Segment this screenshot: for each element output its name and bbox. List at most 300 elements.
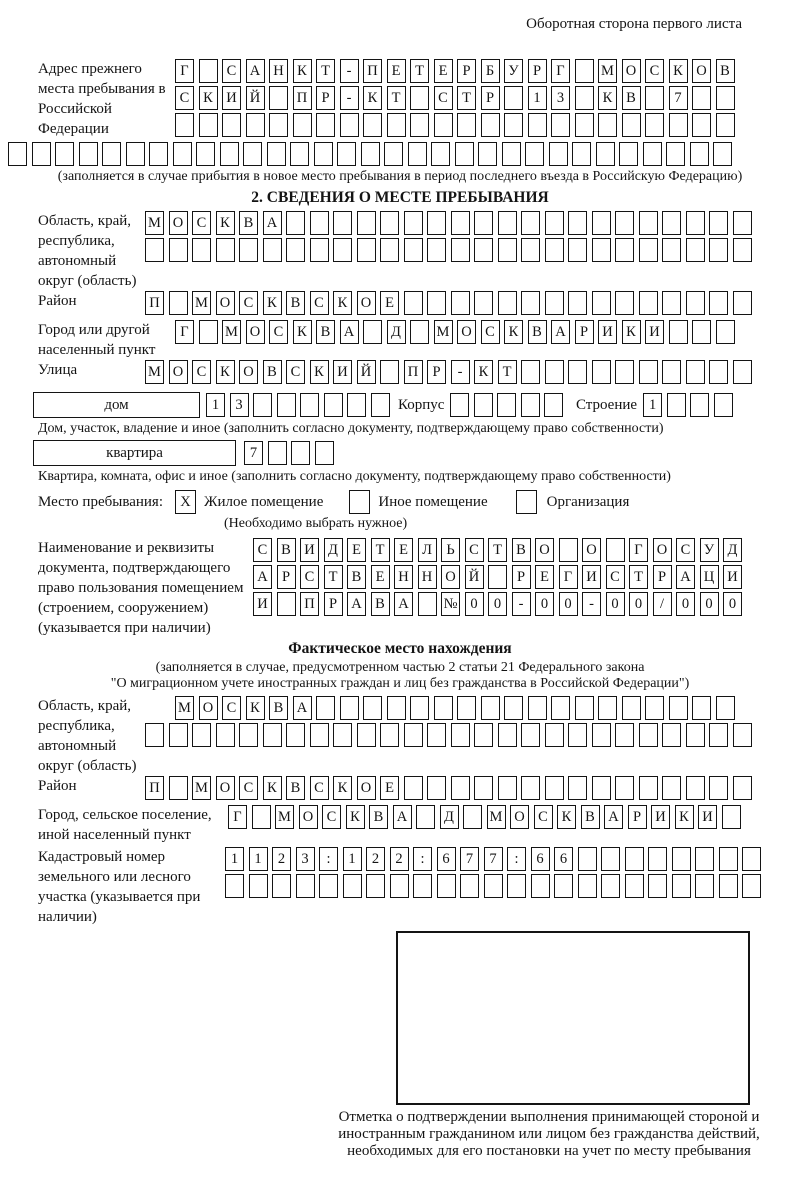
stay-type-checkbox-residential: X: [175, 490, 196, 514]
char-box: [686, 291, 705, 315]
char-box: [622, 696, 641, 720]
char-box: [474, 723, 493, 747]
stay-type-label: Место пребывания:: [38, 493, 163, 510]
char-box: [596, 142, 615, 166]
char-box: С: [310, 776, 329, 800]
char-box: [286, 211, 305, 235]
char-box: [645, 696, 664, 720]
char-box: О: [510, 805, 529, 829]
char-box: [363, 320, 382, 344]
char-box: [615, 360, 634, 384]
char-box: [293, 113, 312, 137]
char-box: [575, 86, 594, 110]
char-box: [347, 393, 366, 417]
char-box: [645, 113, 664, 137]
char-box: [692, 113, 711, 137]
char-box: 7: [484, 847, 503, 871]
char-box: О: [653, 538, 672, 562]
char-box: С: [222, 696, 241, 720]
char-box: [474, 238, 493, 262]
char-box: [175, 113, 194, 137]
char-box: [662, 723, 681, 747]
char-box: [404, 291, 423, 315]
char-box: [692, 320, 711, 344]
char-box: А: [676, 565, 695, 589]
char-box: [639, 291, 658, 315]
char-box: Т: [371, 538, 390, 562]
char-box: И: [598, 320, 617, 344]
char-box: [460, 874, 479, 898]
char-box: [733, 723, 752, 747]
char-box: [648, 874, 667, 898]
char-box: Т: [316, 59, 335, 83]
char-box: [481, 113, 500, 137]
char-box: [32, 142, 51, 166]
char-box: 1: [343, 847, 362, 871]
char-box: [742, 847, 761, 871]
char-box: Р: [324, 592, 343, 616]
char-box: Н: [269, 59, 288, 83]
char-box: [525, 142, 544, 166]
char-box: [427, 723, 446, 747]
char-box: [639, 360, 658, 384]
char-box: О: [692, 59, 711, 83]
char-box: В: [581, 805, 600, 829]
char-box: Г: [228, 805, 247, 829]
actual-location-title: Фактическое место нахождения: [288, 640, 512, 657]
char-box: Д: [440, 805, 459, 829]
char-box: [408, 142, 427, 166]
korpus-label: Корпус: [398, 397, 445, 413]
char-box: В: [239, 211, 258, 235]
char-box: [357, 211, 376, 235]
char-box: В: [371, 592, 390, 616]
char-box: О: [299, 805, 318, 829]
char-box: [615, 776, 634, 800]
char-box: [434, 113, 453, 137]
char-box: Е: [347, 538, 366, 562]
char-box: [457, 696, 476, 720]
char-box: [592, 360, 611, 384]
char-box: [126, 142, 145, 166]
char-box: [222, 113, 241, 137]
region-row-2: [145, 238, 800, 262]
char-box: [484, 874, 503, 898]
char-box: [568, 723, 587, 747]
char-box: В: [316, 320, 335, 344]
char-box: [575, 113, 594, 137]
actual-city-row: [228, 805, 745, 829]
char-box: К: [622, 320, 641, 344]
char-box: И: [645, 320, 664, 344]
char-box: -: [582, 592, 601, 616]
char-box: [404, 723, 423, 747]
char-box: :: [507, 847, 526, 871]
char-box: М: [192, 291, 211, 315]
char-box: [79, 142, 98, 166]
char-box: [286, 238, 305, 262]
stay-type-checkbox-organization: [516, 490, 537, 514]
char-box: И: [300, 538, 319, 562]
char-box: В: [716, 59, 735, 83]
region-row-1: [145, 211, 800, 235]
char-box: Ь: [441, 538, 460, 562]
char-box: В: [347, 565, 366, 589]
char-box: [410, 86, 429, 110]
apartment-cells: [244, 441, 338, 465]
char-box: С: [606, 565, 625, 589]
char-box: В: [277, 538, 296, 562]
char-box: С: [310, 291, 329, 315]
char-box: Д: [324, 538, 343, 562]
char-box: Й: [246, 86, 265, 110]
char-box: С: [222, 59, 241, 83]
char-box: 1: [249, 847, 268, 871]
char-box: [669, 320, 688, 344]
char-box: [716, 320, 735, 344]
char-box: 0: [606, 592, 625, 616]
char-box: [55, 142, 74, 166]
char-box: М: [145, 211, 164, 235]
char-box: [667, 393, 686, 417]
char-box: [692, 696, 711, 720]
korpus-cells: [450, 393, 568, 417]
char-box: [615, 723, 634, 747]
char-box: [216, 238, 235, 262]
char-box: И: [582, 565, 601, 589]
char-box: [643, 142, 662, 166]
char-box: [639, 211, 658, 235]
char-box: К: [474, 360, 493, 384]
char-box: П: [145, 291, 164, 315]
char-box: [324, 393, 343, 417]
char-box: [268, 441, 287, 465]
char-box: [498, 776, 517, 800]
char-box: [575, 59, 594, 83]
char-box: №: [441, 592, 460, 616]
char-box: [246, 113, 265, 137]
char-box: [672, 874, 691, 898]
district-label: Район: [38, 293, 77, 309]
char-box: И: [222, 86, 241, 110]
char-box: В: [286, 776, 305, 800]
char-box: К: [310, 360, 329, 384]
char-box: [568, 211, 587, 235]
prev-address-label: Адрес прежнего места пребывания в Российской Федерации: [38, 61, 166, 137]
char-box: [719, 874, 738, 898]
char-box: И: [253, 592, 272, 616]
char-box: [145, 723, 164, 747]
char-box: [239, 238, 258, 262]
char-box: [8, 142, 27, 166]
char-box: [192, 238, 211, 262]
char-box: [333, 238, 352, 262]
char-box: [709, 360, 728, 384]
stay-type-checkbox-other: [349, 490, 370, 514]
cadastral-label: Кадастровый номер земельного или лесного участка (указывается при наличии): [38, 849, 201, 925]
char-box: [478, 142, 497, 166]
char-box: [497, 393, 516, 417]
char-box: [296, 874, 315, 898]
char-box: [615, 238, 634, 262]
char-box: [559, 538, 578, 562]
stay-type-option-organization: Организация: [546, 493, 630, 510]
char-box: С: [239, 776, 258, 800]
char-box: [196, 142, 215, 166]
char-box: А: [551, 320, 570, 344]
char-box: [357, 238, 376, 262]
char-box: [387, 696, 406, 720]
stamp-box: [396, 931, 750, 1105]
char-box: [615, 211, 634, 235]
char-box: [455, 142, 474, 166]
char-box: [286, 723, 305, 747]
char-box: [686, 238, 705, 262]
char-box: С: [465, 538, 484, 562]
char-box: [102, 142, 121, 166]
char-box: О: [169, 211, 188, 235]
char-box: С: [300, 565, 319, 589]
char-box: [615, 291, 634, 315]
char-box: К: [346, 805, 365, 829]
char-box: [709, 776, 728, 800]
region-block: [38, 211, 800, 291]
char-box: [337, 142, 356, 166]
char-box: [488, 565, 507, 589]
char-box: [742, 874, 761, 898]
char-box: [169, 723, 188, 747]
section2-title: 2. СВЕДЕНИЯ О МЕСТЕ ПРЕБЫВАНИЯ: [251, 189, 549, 206]
char-box: [521, 238, 540, 262]
char-box: С: [253, 538, 272, 562]
char-box: 6: [531, 847, 550, 871]
char-box: [504, 696, 523, 720]
prev-address-row-4: [8, 142, 800, 166]
char-box: [662, 291, 681, 315]
char-box: [427, 211, 446, 235]
char-box: Е: [371, 565, 390, 589]
char-box: -: [451, 360, 470, 384]
char-box: [545, 776, 564, 800]
char-box: [387, 113, 406, 137]
char-box: [545, 238, 564, 262]
actual-location-note-1: (заполняется в случае, предусмотренном частью 2 статьи 21 Федерального закона: [155, 660, 645, 675]
char-box: Т: [629, 565, 648, 589]
char-box: [310, 723, 329, 747]
char-box: К: [216, 211, 235, 235]
char-box: [410, 113, 429, 137]
char-box: [216, 723, 235, 747]
char-box: Т: [324, 565, 343, 589]
char-box: Е: [380, 776, 399, 800]
char-box: М: [145, 360, 164, 384]
apartment-block: [33, 440, 800, 466]
char-box: [498, 723, 517, 747]
char-box: А: [340, 320, 359, 344]
char-box: [568, 291, 587, 315]
char-box: [592, 211, 611, 235]
char-box: [662, 776, 681, 800]
char-box: [662, 211, 681, 235]
actual-district-row: [145, 776, 756, 800]
char-box: О: [246, 320, 265, 344]
char-box: 0: [559, 592, 578, 616]
char-box: [598, 696, 617, 720]
char-box: [300, 393, 319, 417]
document-block: [38, 538, 800, 638]
prev-address-row-2: [175, 86, 800, 110]
char-box: Е: [434, 59, 453, 83]
char-box: [733, 291, 752, 315]
char-box: Р: [575, 320, 594, 344]
char-box: [645, 86, 664, 110]
char-box: [291, 441, 310, 465]
char-box: 3: [551, 86, 570, 110]
char-box: [521, 360, 540, 384]
char-box: [521, 291, 540, 315]
char-box: [427, 291, 446, 315]
char-box: [619, 142, 638, 166]
char-box: [639, 723, 658, 747]
char-box: Р: [427, 360, 446, 384]
char-box: 6: [554, 847, 573, 871]
char-box: [380, 360, 399, 384]
char-box: Г: [175, 59, 194, 83]
char-box: [521, 723, 540, 747]
char-box: [544, 393, 563, 417]
char-box: [220, 142, 239, 166]
char-box: В: [512, 538, 531, 562]
char-box: [434, 696, 453, 720]
char-box: [695, 874, 714, 898]
char-box: [457, 113, 476, 137]
district-row: [145, 291, 756, 315]
char-box: [427, 776, 446, 800]
char-box: 0: [465, 592, 484, 616]
stroenie-cells: [643, 393, 737, 417]
char-box: В: [622, 86, 641, 110]
char-box: М: [275, 805, 294, 829]
stay-type-option-residential: Жилое помещение: [204, 493, 324, 510]
district-block: [38, 291, 800, 318]
char-box: [474, 211, 493, 235]
char-box: [572, 142, 591, 166]
char-box: А: [347, 592, 366, 616]
char-box: -: [512, 592, 531, 616]
char-box: Р: [512, 565, 531, 589]
city-row: [175, 320, 739, 344]
char-box: Е: [380, 291, 399, 315]
char-box: 0: [488, 592, 507, 616]
char-box: О: [582, 538, 601, 562]
char-box: И: [651, 805, 670, 829]
char-box: [601, 874, 620, 898]
char-box: 1: [528, 86, 547, 110]
char-box: [669, 113, 688, 137]
char-box: [709, 238, 728, 262]
char-box: Р: [481, 86, 500, 110]
char-box: [319, 874, 338, 898]
char-box: [239, 723, 258, 747]
char-box: Т: [410, 59, 429, 83]
char-box: [592, 723, 611, 747]
char-box: С: [192, 211, 211, 235]
char-box: Д: [387, 320, 406, 344]
char-box: [625, 874, 644, 898]
actual-region-row-1: [175, 696, 800, 720]
char-box: [733, 360, 752, 384]
city-label: Город или другой населенный пункт: [38, 322, 156, 358]
actual-region-row-2: [145, 723, 800, 747]
char-box: [709, 723, 728, 747]
char-box: 0: [629, 592, 648, 616]
char-box: П: [293, 86, 312, 110]
char-box: [592, 291, 611, 315]
char-box: [371, 393, 390, 417]
char-box: [545, 211, 564, 235]
char-box: -: [340, 59, 359, 83]
char-box: [545, 360, 564, 384]
char-box: :: [319, 847, 338, 871]
char-box: [568, 238, 587, 262]
char-box: [451, 238, 470, 262]
char-box: П: [363, 59, 382, 83]
char-box: [578, 874, 597, 898]
char-box: [695, 847, 714, 871]
char-box: [249, 874, 268, 898]
char-box: 2: [390, 847, 409, 871]
char-box: К: [557, 805, 576, 829]
char-box: О: [457, 320, 476, 344]
char-box: [601, 847, 620, 871]
char-box: П: [404, 360, 423, 384]
char-box: -: [340, 86, 359, 110]
char-box: [662, 238, 681, 262]
char-box: [263, 723, 282, 747]
char-box: [340, 113, 359, 137]
char-box: К: [363, 86, 382, 110]
char-box: К: [293, 59, 312, 83]
stay-type-block: [38, 490, 800, 514]
char-box: 1: [225, 847, 244, 871]
char-box: Т: [488, 538, 507, 562]
char-box: 2: [366, 847, 385, 871]
document-label: Наименование и реквизиты документа, подтверждающего право пользования помещением (строением, сооружением) (указывается при наличии): [38, 540, 244, 636]
char-box: [498, 238, 517, 262]
char-box: К: [263, 291, 282, 315]
actual-location-note-2: "О миграционном учете иностранных граждан и лиц без гражданства в Российской Федерации"): [110, 676, 690, 691]
char-box: [431, 142, 450, 166]
char-box: [192, 723, 211, 747]
char-box: [277, 393, 296, 417]
char-box: Р: [457, 59, 476, 83]
char-box: [410, 696, 429, 720]
char-box: У: [700, 538, 719, 562]
char-box: А: [293, 696, 312, 720]
char-box: С: [239, 291, 258, 315]
actual-city-label: Город, сельское поселение, иной населенный пункт: [38, 807, 212, 843]
char-box: [316, 113, 335, 137]
char-box: 3: [296, 847, 315, 871]
char-box: О: [535, 538, 554, 562]
char-box: О: [199, 696, 218, 720]
char-box: [672, 847, 691, 871]
char-box: М: [222, 320, 241, 344]
char-box: [568, 360, 587, 384]
char-box: [145, 238, 164, 262]
char-box: [592, 238, 611, 262]
char-box: [686, 776, 705, 800]
